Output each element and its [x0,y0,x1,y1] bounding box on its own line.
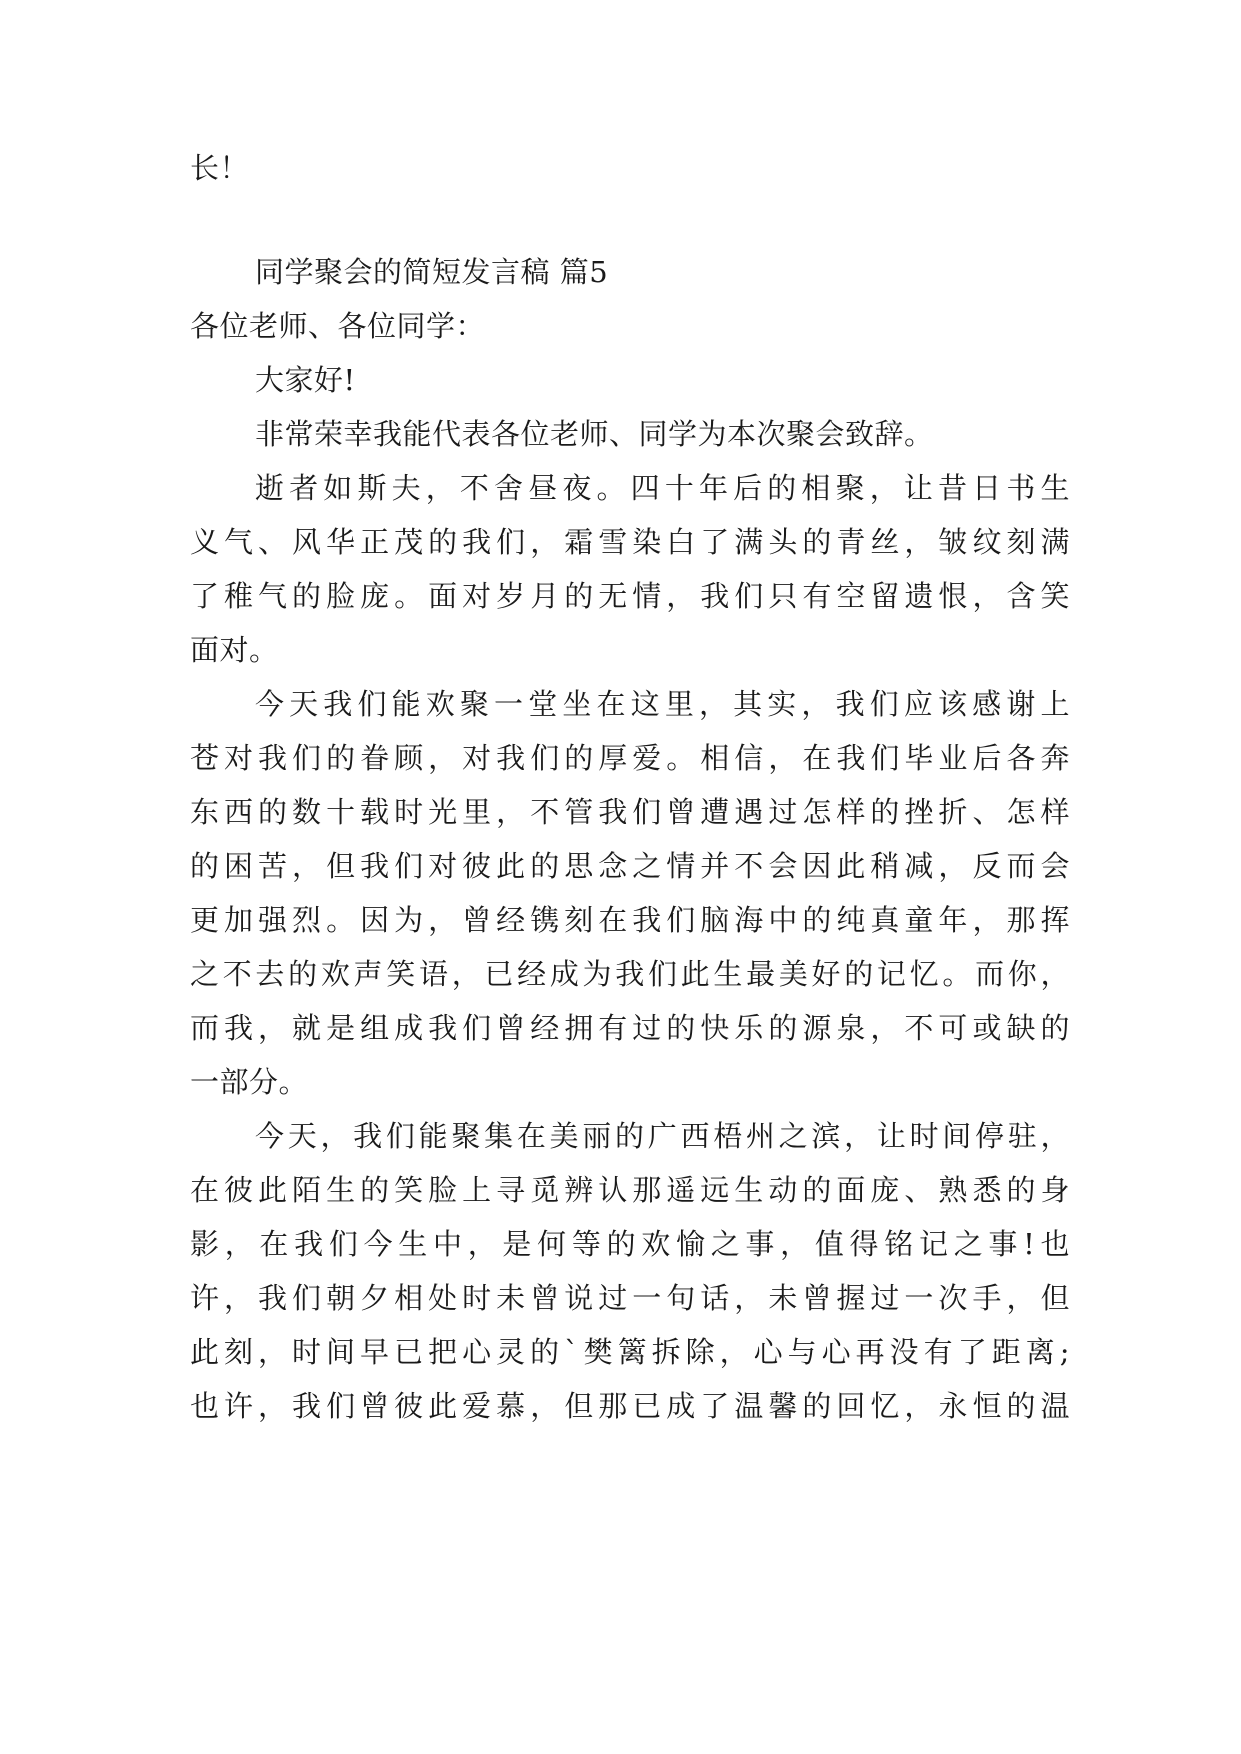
paragraph-3-line: 更加强烈。因为，曾经镌刻在我们脑海中的纯真童年，那挥 [190,903,1070,937]
paragraph-3-line: 一部分。 [190,1065,309,1099]
paragraph-2-line: 义气、风华正茂的我们，霜雪染白了满头的青丝，皱纹刻满 [190,525,1070,559]
paragraph-4-line: 许，我们朝夕相处时未曾说过一句话，未曾握过一次手，但 [190,1281,1070,1315]
paragraph-2-line: 逝者如斯夫，不舍昼夜。四十年后的相聚，让昔日书生 [255,471,1070,505]
paragraph-3-line: 东西的数十载时光里，不管我们曾遭遇过怎样的挫折、怎样 [190,795,1070,829]
carry-over-text: 长！ [190,151,250,185]
paragraph-2-line: 了稚气的脸庞。面对岁月的无情，我们只有空留遗恨，含笑 [190,579,1070,613]
paragraph-3-line: 今天我们能欢聚一堂坐在这里，其实，我们应该感谢上 [255,687,1070,721]
paragraph-2-line: 面对。 [190,633,279,667]
greeting: 大家好! [255,363,356,397]
paragraph-4-line: 也许，我们曾彼此爱慕，但那已成了温馨的回忆，永恒的温 [190,1389,1070,1423]
paragraph-3-line: 的困苦，但我们对彼此的思念之情并不会因此稍减，反而会 [190,849,1070,883]
paragraph-3-line: 苍对我们的眷顾，对我们的厚爱。相信，在我们毕业后各奔 [190,741,1070,775]
paragraph-1: 非常荣幸我能代表各位老师、同学为本次聚会致辞。 [255,417,934,451]
paragraph-4-line: 在彼此陌生的笑脸上寻觅辨认那遥远生动的面庞、熟悉的身 [190,1173,1070,1207]
paragraph-3-line: 之不去的欢声笑语，已经成为我们此生最美好的记忆。而你， [190,957,1070,991]
section-title: 同学聚会的简短发言稿 篇5 [255,255,609,289]
salutation: 各位老师、各位同学： [190,309,486,343]
paragraph-4-line: 今天，我们能聚集在美丽的广西梧州之滨，让时间停驻， [255,1119,1070,1153]
paragraph-4-line: 此刻，时间早已把心灵的`樊篱拆除，心与心再没有了距离; [190,1335,1070,1369]
paragraph-3-line: 而我，就是组成我们曾经拥有过的快乐的源泉，不可或缺的 [190,1011,1070,1045]
paragraph-4-line: 影，在我们今生中，是何等的欢愉之事，值得铭记之事!也 [190,1227,1070,1261]
